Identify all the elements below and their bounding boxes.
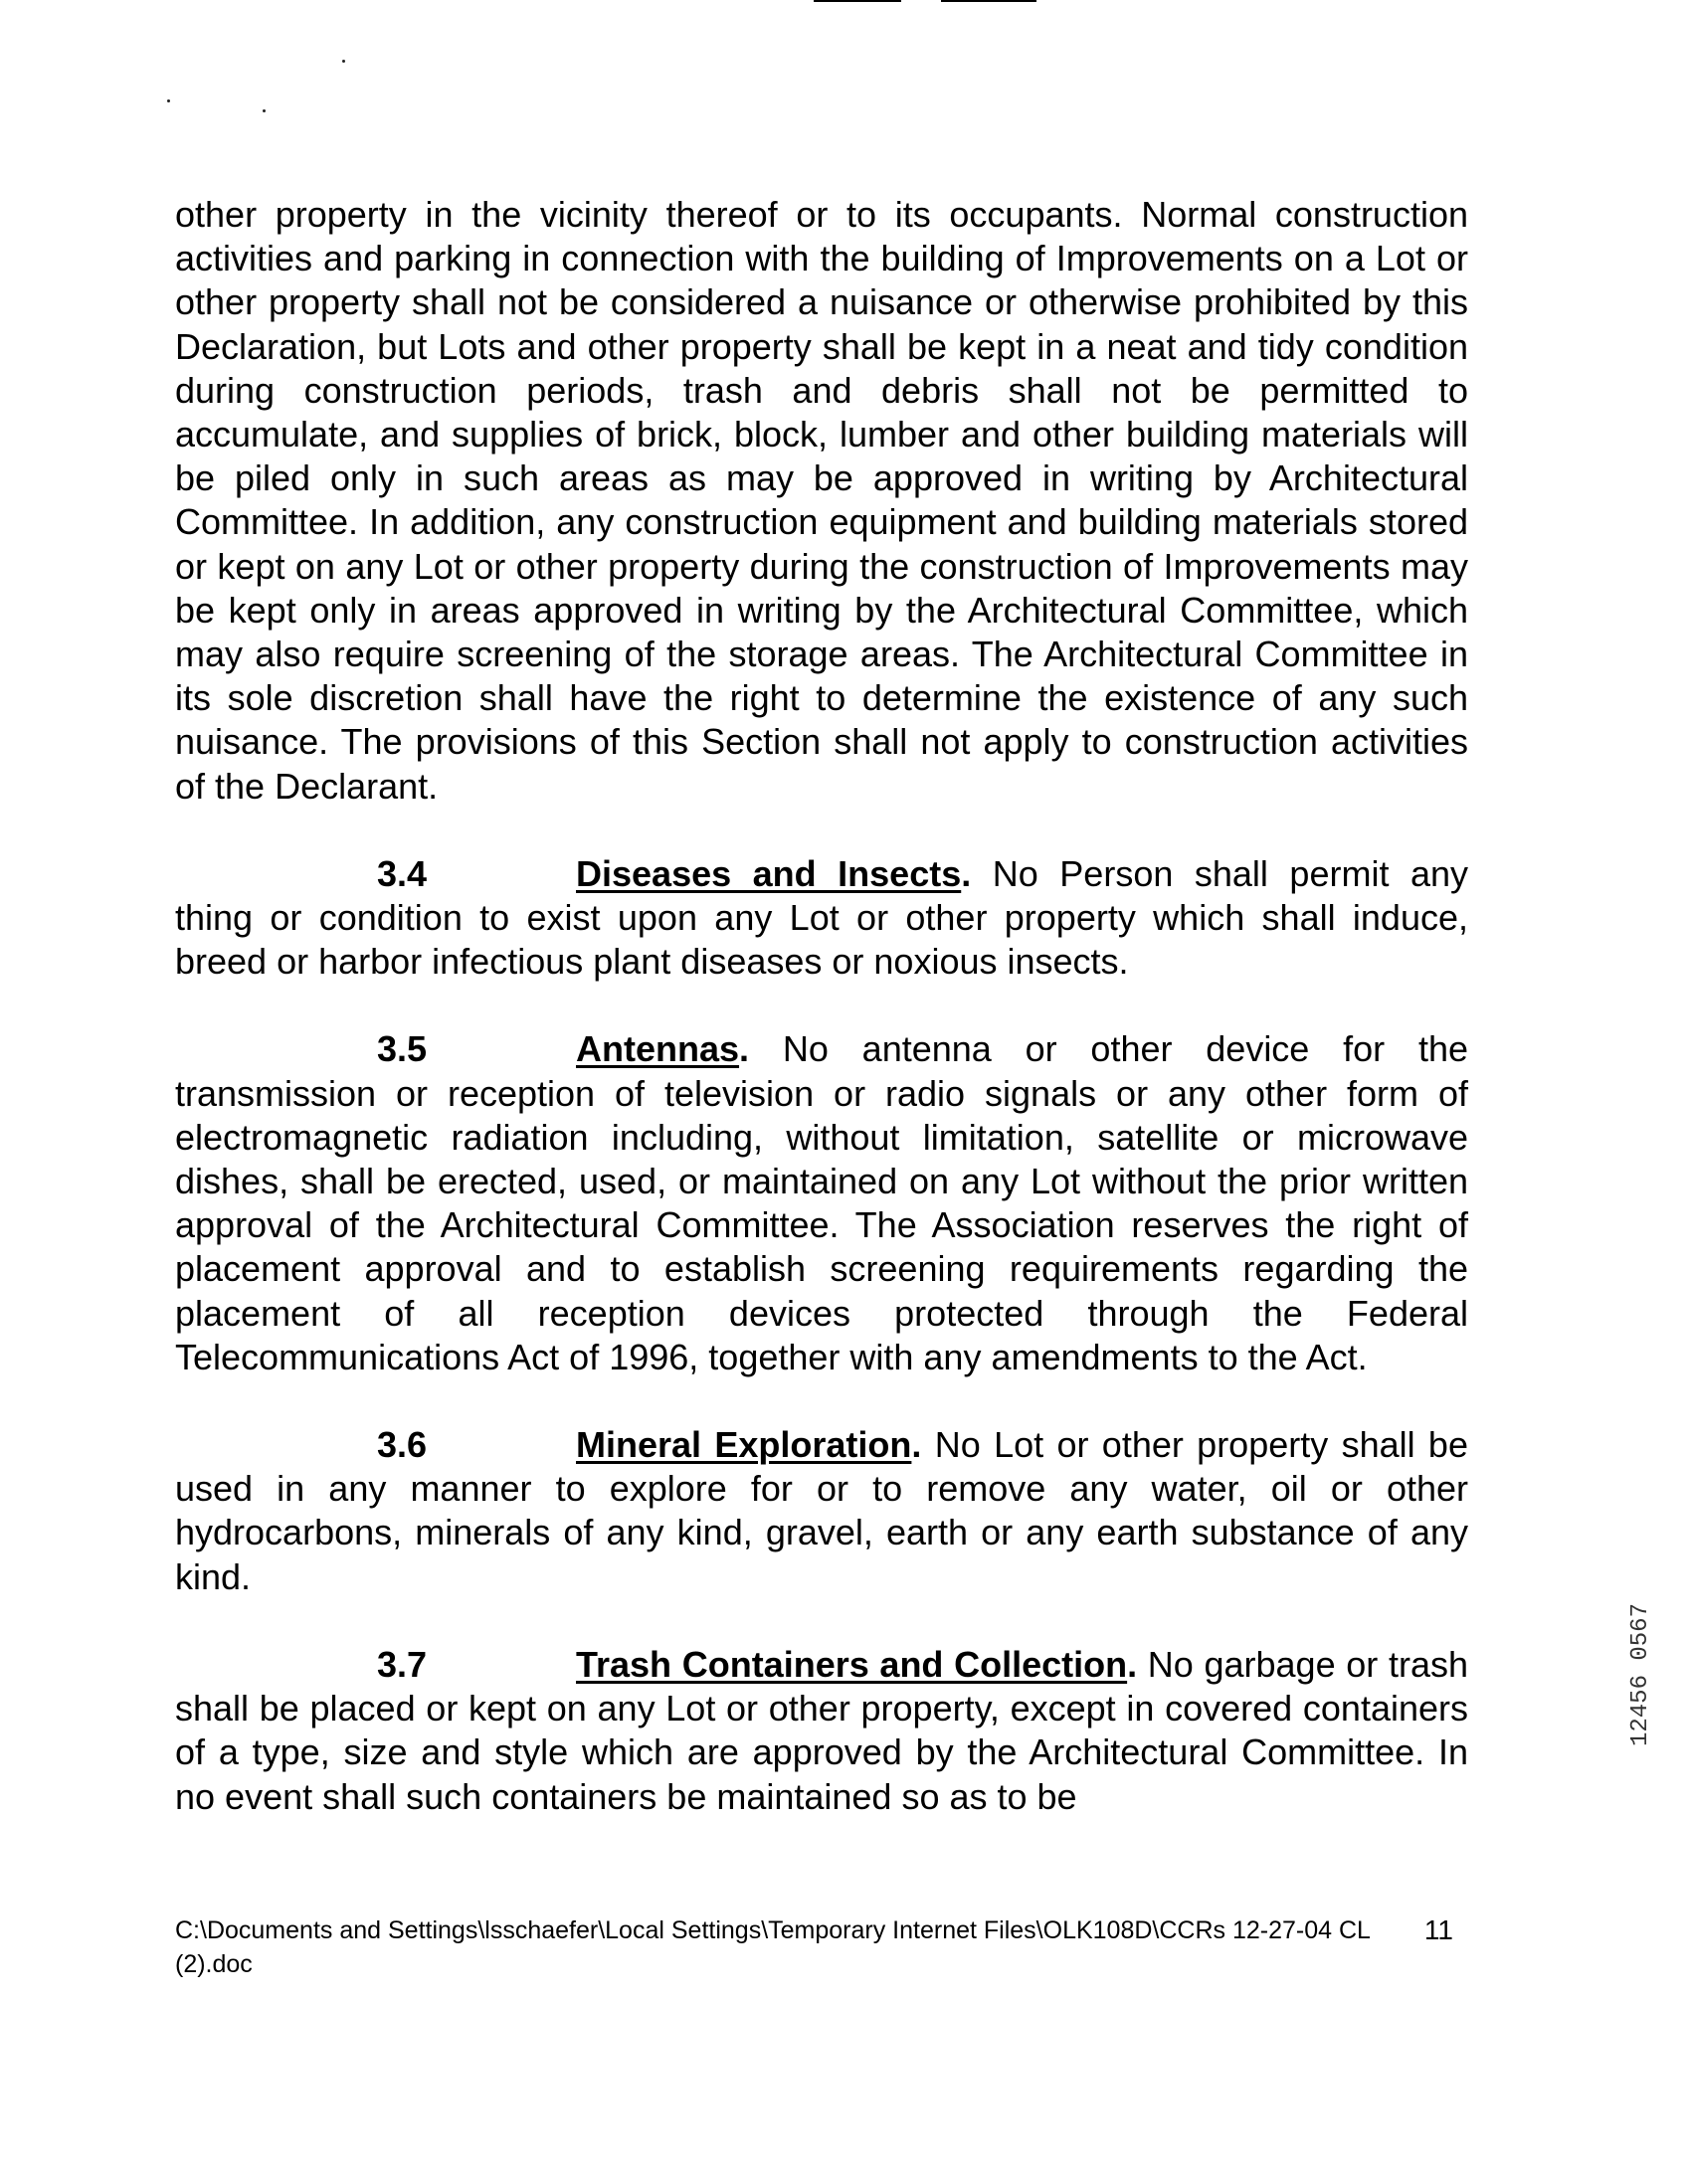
section-number: 3.4 — [377, 852, 428, 894]
section-3-6: 3.6 Mineral Exploration. No Lot or other property shall be used in any manner to explore for or to remove any water, oil or other hydrocarbons, minerals of any kind, gravel, earth or any earth substance of any kind. — [175, 1424, 1468, 1597]
scan-speck — [342, 60, 345, 63]
intro-paragraph: other property in the vicinity thereof or to its occupants. Normal construction activities and parking in connection with the building of Improvements on a Lot or other property shall not be considered a nuisance or otherwise prohibited by this Declaration, but Lots and other property shall be kept in a neat and tidy condition during construction periods, trash and debris shall not be permitted to accumulate, and supplies of brick, block, lumber and other building materials will be piled only in such areas as may be approved in writing by Architectural Committee. In addition, any construction equipment and building materials stored or kept on any Lot or other property during the construction of Improvements may be kept only in areas approved in writing by the Architectural Committee, which may also require screening of the storage areas. The Architectural Committee in its sole discretion shall have the right to determine the existence of any such nuisance. The provisions of this Section shall not apply to construction activities of the Declarant. — [175, 194, 1468, 807]
section-number: 3.5 — [377, 1028, 428, 1070]
section-body: No antenna or other device for the transmission or reception of television or radio signals or any other form of electromagnetic radiation including, without limitation, satellite or microwave dishes, shall be erected, used, or maintained on any Lot without the prior written approval of the Architectural Committee. The Association reserves the right of placement approval and to establish screening requirements regarding the placement of all reception devices protected through the Federal Telecommunications Act of 1996, together with any amendments to the Act. — [175, 1028, 1468, 1377]
section-number: 3.7 — [377, 1643, 428, 1685]
scan-edge-line — [941, 0, 1036, 2]
recording-stamp: 12456 0567 — [1627, 1603, 1654, 1747]
section-title: Antennas — [576, 1028, 740, 1070]
section-3-7: 3.7 Trash Containers and Collection. No garbage or trash shall be placed or kept on any Lot or other property, except in covered containers of a type, size and style which are approved by the Architectural Committee. In no event shall such containers be maintained so as to be — [175, 1643, 1468, 1817]
section-body: No Person shall permit any thing or condition to exist upon any Lot or other property which shall induce, breed or harbor infectious plant diseases or noxious insects. — [175, 852, 1468, 983]
section-3-5: 3.5 Antennas. No antenna or other device for the transmission or reception of television or radio signals or any other form of electromagnetic radiation including, without limitation, satellite or microwave dishes, shall be erected, used, or maintained on any Lot without the prior written approval of the Architectural Committee. The Association reserves the right of placement approval and to establish screening requirements regarding the placement of all reception devices protected through the Federal Telecommunications Act of 1996, together with any amendments to the Act. — [175, 1028, 1468, 1377]
document-footer — [175, 1913, 1453, 1981]
page-number: 11 — [1423, 1914, 1453, 1945]
section-number: 3.6 — [377, 1424, 428, 1466]
scan-speck — [263, 109, 266, 112]
section-3-4: 3.4 Diseases and Insects. No Person shall permit any thing or condition to exist upon any Lot or other property which shall induce, breed or harbor infectious plant diseases or noxious insects. — [175, 852, 1468, 983]
scan-speck — [167, 99, 170, 102]
document-body — [175, 193, 1468, 1819]
scan-edge-line — [814, 0, 901, 2]
file-path: C:\Documents and Settings\lsschaefer\Local Settings\Temporary Internet Files\OLK108D\CCRs 12-27-04 CL (2).doc — [175, 1916, 1371, 1978]
section-body: No garbage or trash shall be placed or kept on any Lot or other property, except in covered containers of a type, size and style which are approved by the Architectural Committee. In no event shall such containers be maintained so as to be — [175, 1643, 1468, 1817]
section-title: Trash Containers and Collection — [576, 1643, 1128, 1685]
section-body: No Lot or other property shall be used in any manner to explore for or to remove any water, oil or other hydrocarbons, minerals of any kind, gravel, earth or any earth substance of any kind. — [175, 1424, 1468, 1597]
section-title: Mineral Exploration — [576, 1424, 912, 1466]
section-title: Diseases and Insects — [576, 852, 962, 894]
